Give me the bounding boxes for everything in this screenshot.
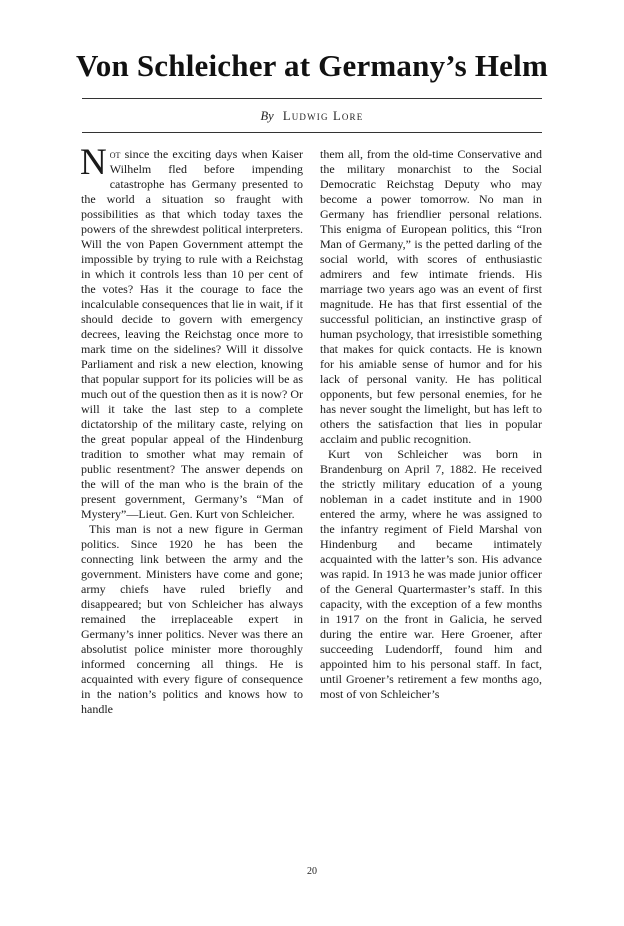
page-number: 20 — [307, 866, 317, 877]
left-column — [80, 142, 303, 717]
paragraph: Kurt von Schleicher was born in Brandenburg on April 7, 1882. He received the strictly military education of a young nobleman in a cadet institute and in 1900 entered the army, where he was assigned to the infantry regiment of Field Marshal von Hindenburg and became intimately acquainted with the latter’s son. His advance was rapid. In 1913 he was made junior officer of the General Quartermaster’s staff. In this capacity, with the exception of a few months in 1917 on the front in Galicia, he served during the entire war. Here Groener, after succeeding Ludendorff, found him and appointed him to his personal staff. In fact, until Groener’s retirement a few months ago, most of von Schleicher’s — [320, 447, 542, 701]
byline-rule-bottom — [82, 132, 542, 133]
paragraph-text: since the exciting days when Kaiser Wilhelm fled before impending catastrophe has Germany presented to the world a situation so fraught with possibilities as that which today taxes the powers of the shrewdest political interpreters. Will the von Papen Government attempt the impossible by trying to rule with a Reichstag in which it controls less than 10 per cent of the votes? Has it the courage to face the incalculable consequences that lie in wait, if it should decide to govern with emergency decrees, leaving the Reichstag once more to mark time on the sidelines? Will it dissolve Parliament and risk a new election, knowing that popular support for its policies will be as much out of the question then as it is now? Or will it take the last step to a complete dictatorship of the military caste, relying on the great popular appeal of the Hindenburg tradition to smother what may remain of public resentment? The answer depends on the will of the man who is the brain of the present government, Germany’s “Man of Mystery”—Lieut. Gen. Kurt von Schleicher. — [81, 147, 303, 521]
article-title: Von Schleicher at Germany’s Helm — [76, 48, 548, 83]
lead-smallcaps: ot — [109, 147, 121, 161]
drop-cap: N — [80, 142, 107, 183]
title-rule-top — [82, 98, 542, 99]
byline-prefix: By — [260, 109, 274, 123]
paragraph-lead — [80, 142, 303, 522]
right-column — [320, 147, 542, 702]
author-name: Ludwig Lore — [282, 109, 364, 123]
paragraph: them all, from the old-time Conservative and the military monarchist to the Social Democratic Reichstag Deputy who may become a power tomorrow. No man in Germany has friendlier personal relations. This enigma of European politics, this “Iron Man of Germany,” is the petted darling of the social world, with scores of enthusiastic admirers and few intimate friends. His marriage two years ago was an event of first magnitude. He has that first essential of the successful politician, an instinctive grasp of human psychology, that irresistible something that makes for quick contacts. He is known for his amiable sense of humor and for his lack of personal vanity. He has political opponents, but few personal enemies, for he has never sought the limelight, but has left to others the satisfaction that lies in popular acclaim and public recognition. — [320, 147, 542, 446]
byline — [0, 109, 624, 124]
paragraph: This man is not a new figure in German politics. Since 1920 he has been the connecting link between the army and the government. Ministers have come and gone; army chiefs have ruled briefly and disappeared; but von Schleicher has always remained the irreplaceable expert in Germany’s inner politics. Never was there an absolutist police minister more thoroughly informed concerning all things. He is acquainted with every figure of consequence in the nation’s politics and knows how to handle — [81, 522, 303, 716]
